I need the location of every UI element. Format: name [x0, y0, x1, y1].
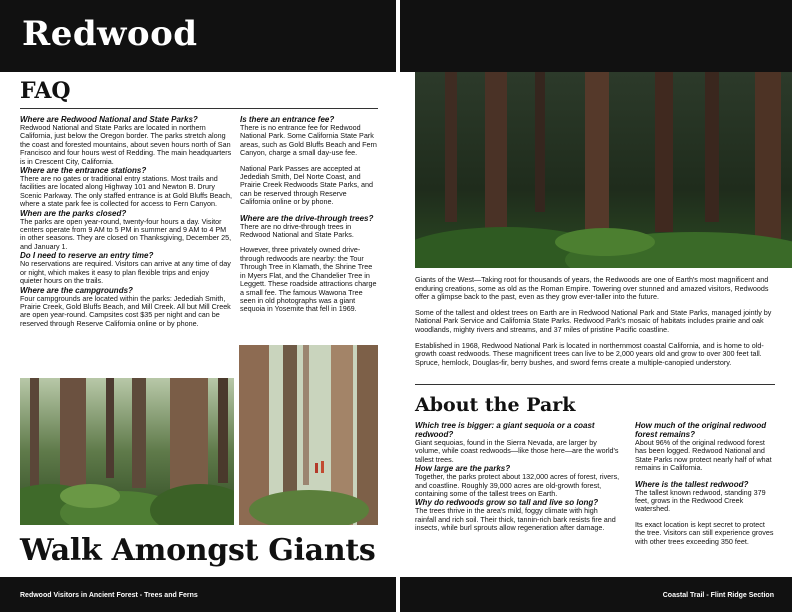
faq-column-2: [240, 115, 378, 321]
faq-question: Is there an entrance fee?: [240, 115, 335, 124]
about-item: [415, 464, 620, 498]
intro-text: [415, 276, 775, 374]
intro-paragraph: Some of the tallest and oldest trees on Earth are in Redwood National Park and State Parks, managed jointly by National Park Service and California State Parks. Redwood Park's mosaic of habitats includes prairie and oak woodlands, mighty rivers and streams, and 37 miles of pristine Pacific coastline.: [415, 307, 772, 334]
about-answer: Together, the parks protect about 132,000 acres of forest, rivers, and coastline. Roughly 39,000 acres are old-growth forest, containing some of the tallest trees on Earth.: [415, 472, 620, 499]
faq-answer: Four campgrounds are located within the parks: Jedediah Smith, Prairie Creek, Gold Bluffs Beach, and Mill Creek. All but Mill Creek are open year-round. Campsites cost $35 per night and can be reserved through Reserve California online or by phone.: [20, 293, 231, 328]
about-paragraph: Its exact location is kept secret to protect the tree. Visitors can still experience groves with other trees exceeding 350 feet.: [635, 519, 774, 546]
about-heading: About the Park: [415, 394, 576, 416]
right-footer-caption: Coastal Trail - Flint Ridge Section: [662, 592, 774, 599]
forest-hikers-photo: [239, 345, 378, 525]
faq-divider: [20, 108, 378, 109]
brand-title: Redwood: [22, 14, 198, 54]
about-item: [415, 421, 620, 464]
faq-question: Where are the entrance stations?: [20, 166, 147, 176]
forest-ferns-photo: [20, 378, 234, 525]
faq-heading: FAQ: [20, 78, 71, 104]
about-question: How large are the parks?: [415, 464, 511, 474]
faq-question: Where are Redwood National and State Parks?: [20, 115, 198, 124]
faq-question: When are the parks closed?: [20, 208, 127, 218]
faq-answer: There are no drive-through trees in Redwood National and State Parks.: [240, 221, 354, 240]
intro-paragraph: Established in 1968, Redwood National Park is located in northernmost coastal California, and is home to old-growth coast redwoods. These magnificent trees can live to be 2,000 years old and grow to over 300 feet tall. Spruce, hemlock, Douglas-fir, berry bushes, and sword ferns create a multiple-canopied understory.: [415, 340, 764, 367]
redwood-forest-hero-photo: [415, 72, 792, 268]
faq-item: [20, 251, 232, 285]
faq-item: [20, 286, 232, 329]
faq-column-1: [20, 115, 232, 328]
faq-question: Where are the campgrounds?: [20, 285, 133, 295]
about-question: How much of the original redwood forest remains?: [635, 421, 767, 439]
faq-item: [20, 209, 232, 252]
about-column-1: [415, 421, 620, 533]
faq-answer: The parks are open year-round, twenty-four hours a day. Visitor centers operate from 9 AM to 5 PM in summer and 9 AM to 4 PM in other seasons. They are closed on Thanksgiving, December 25, and January 1.: [20, 216, 232, 251]
faq-paragraph: However, three privately owned drive-through redwoods are nearby: the Tour Through Tree in Klamath, the Shrine Tree in Myers Flat, and the Chandelier Tree in Leggett. These roadside attractions charge a small fee. The famous Wawona Tree seen in old photographs was a giant sequoia in Yosemite that fell in 1969.: [240, 245, 377, 314]
faq-paragraph: National Park Passes are accepted at Jedediah Smith, Del Norte Coast, and Prairie Creek Redwoods State Parks, and can be reserved through Reserve California online or by phone.: [240, 163, 374, 207]
faq-question: Do I need to reserve an entry time?: [20, 251, 154, 261]
about-answer: The trees thrive in the area's mild, foggy climate with high rainfall and rich soil. Their thick, tannin-rich bark resists fire and insects, while burl sprouts allow regeneration after damage.: [415, 506, 616, 533]
about-question: Which tree is bigger: a giant sequoia or a coast redwood?: [415, 421, 595, 439]
about-answer: The tallest known redwood, standing 379 feet, grows in the Redwood Creek watershed.: [635, 487, 766, 514]
faq-answer: No reservations are required. Visitors can arrive at any time of day or night, which makes it easy to plan flexible trips and enjoy quieter hours on the trails.: [20, 259, 231, 286]
about-question: Why do redwoods grow so tall and live so long?: [415, 498, 599, 508]
about-answer: Giant sequoias, found in the Sierra Nevada, are larger by volume, while coast redwoods—like those here—are the world's tallest trees.: [415, 438, 619, 464]
intro-paragraph: Giants of the West—Taking root for thousands of years, the Redwoods are one of Earth's most magnificent and enduring creations, some as old as the Roman Empire. Towering over stunned and amazed visitors, Redwoods offer a glimpse back to the past, even as they grow ever-taller into the future.: [415, 275, 769, 302]
faq-answer: There are no gates or traditional entry stations. Most trails and facilities are located along Highway 101 and Newton B. Drury Scenic Parkway. The only staffed entrance is at Gold Bluffs Beach, where a state park fee is collected for access to Fern Canyon.: [20, 174, 233, 209]
about-question: Where is the tallest redwood?: [635, 479, 749, 489]
about-item: [415, 498, 620, 532]
about-column-2: [635, 421, 775, 553]
page-gutter: [396, 0, 400, 612]
right-header-bar: [400, 0, 792, 72]
tagline: Walk Amongst Giants: [20, 533, 376, 568]
faq-item: [20, 115, 232, 166]
intro-divider: [415, 384, 775, 385]
faq-answer: There is no entrance fee for Redwood National Park. Some California State Park areas, such as Gold Bluffs Beach and Fern Canyon, charge a small day-use fee.: [240, 123, 377, 158]
faq-question: Where are the drive-through trees?: [240, 213, 374, 223]
faq-answer: Redwood National and State Parks are located in northern California, just below the Oregon border. The parks stretch along the coast and forested mountains, about seven hours north of San Francisco and four hours west of Redding. The main headquarters is in Crescent City, California.: [20, 123, 232, 166]
about-answer: About 96% of the original redwood forest has been logged. Redwood National and State Parks now protect nearly half of what remains in California.: [635, 438, 772, 473]
left-footer-caption: Redwood Visitors in Ancient Forest - Trees and Ferns: [20, 592, 198, 599]
faq-item: [20, 166, 232, 209]
